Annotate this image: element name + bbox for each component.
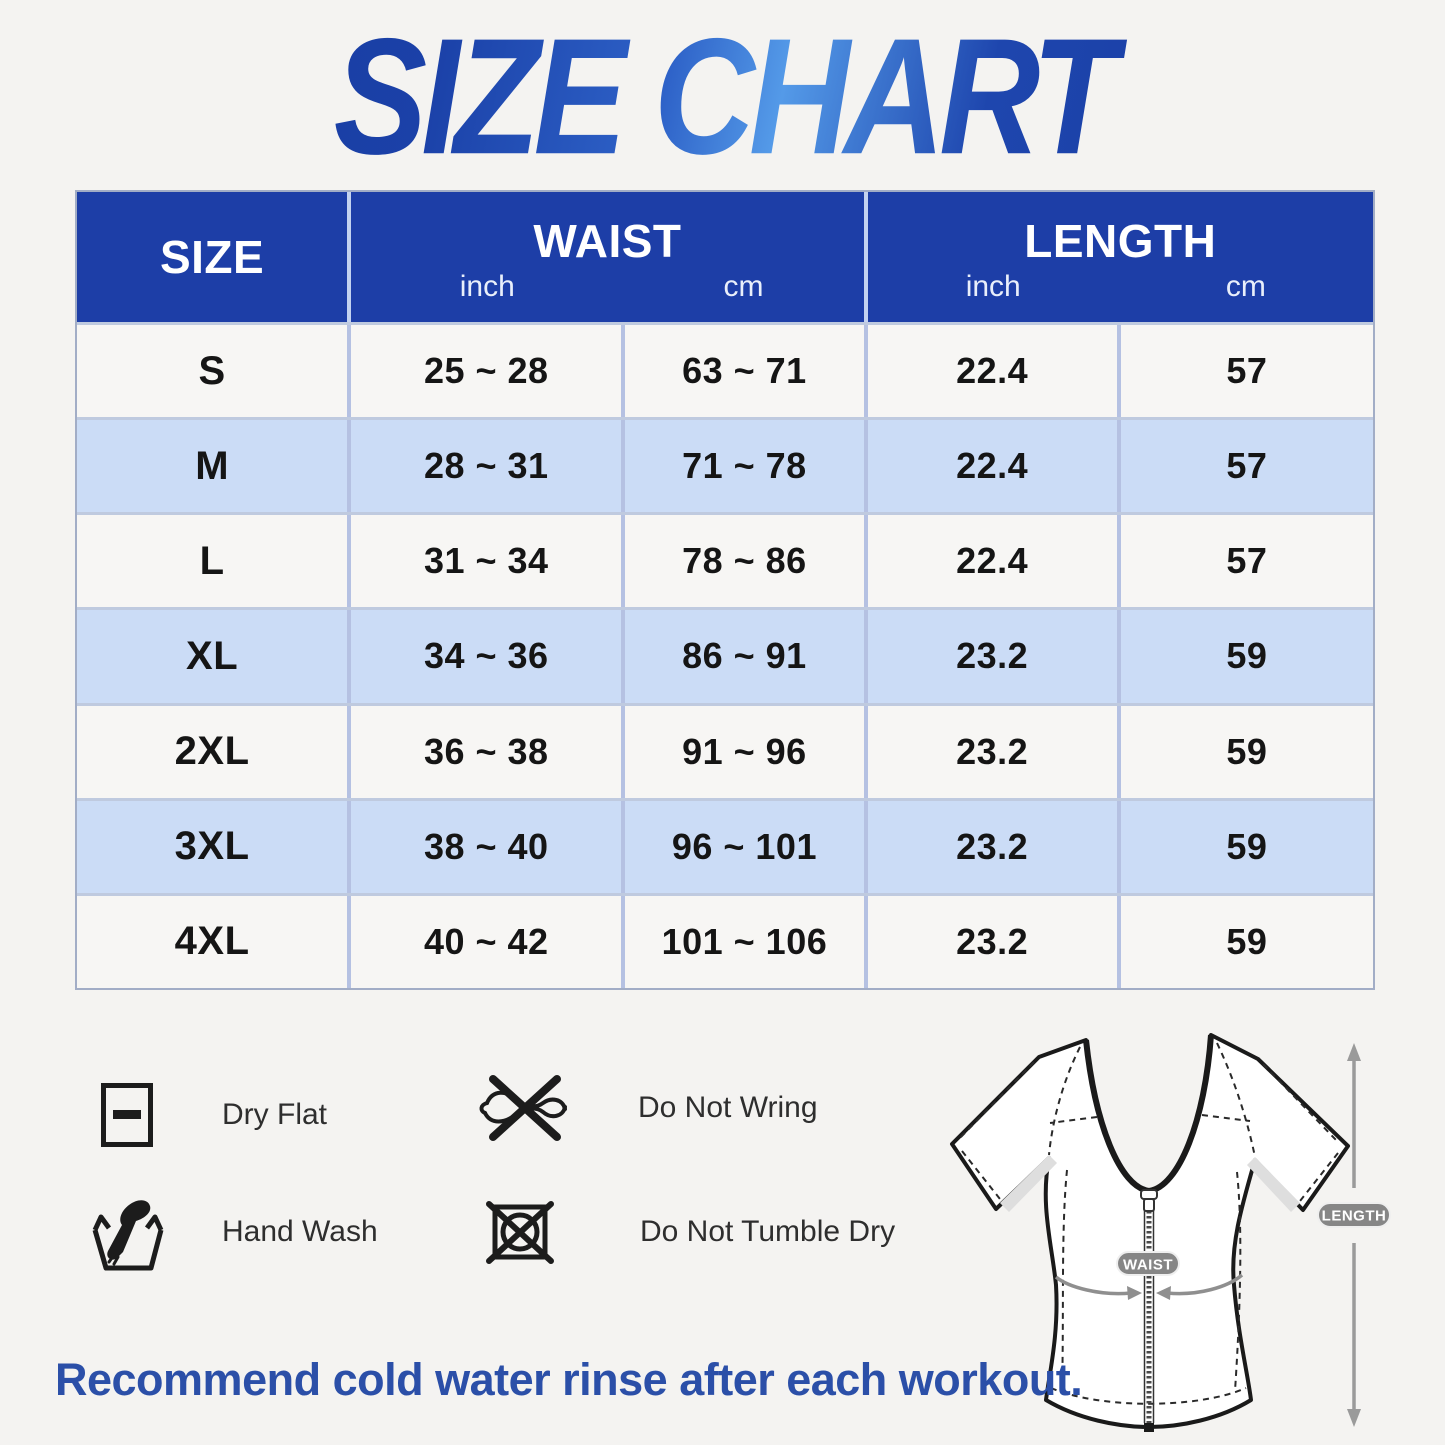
svg-text:WAIST: WAIST: [1123, 1256, 1173, 1274]
page-title: SIZE CHART: [0, 14, 1445, 179]
header-size: [77, 192, 347, 322]
table-cell-waist-inch: 28 ~ 31: [347, 420, 621, 512]
waist-pill: [1117, 1252, 1179, 1275]
table-cell-waist-cm: 101 ~ 106: [621, 896, 863, 988]
care-item-dry-flat: [100, 1082, 327, 1148]
header-waist: [347, 192, 863, 322]
table-cell-waist-cm: 78 ~ 86: [621, 515, 863, 607]
table-cell-length-inch: 23.2: [864, 706, 1117, 798]
table-row: [77, 893, 1373, 988]
hand-wash-icon: [90, 1192, 166, 1272]
header-length: [864, 192, 1373, 322]
header-waist-label: WAIST: [533, 215, 682, 267]
care-label: Do Not Tumble Dry: [640, 1215, 896, 1248]
do-not-wring-icon: [476, 1072, 572, 1144]
size-table-body: [77, 322, 1373, 988]
table-cell-waist-inch: 25 ~ 28: [347, 325, 621, 417]
table-cell-length-cm: 57: [1117, 420, 1373, 512]
table-cell-length-cm: 59: [1117, 706, 1373, 798]
care-label: Do Not Wring: [638, 1091, 818, 1124]
care-label: Dry Flat: [222, 1098, 327, 1131]
table-cell-waist-inch: 38 ~ 40: [347, 801, 621, 893]
table-cell-size: L: [199, 538, 225, 583]
size-table: [75, 190, 1375, 990]
table-cell-size: 3XL: [174, 824, 250, 869]
table-cell-length-cm: 57: [1117, 325, 1373, 417]
table-cell-waist-inch: 34 ~ 36: [347, 610, 621, 702]
table-cell-size: XL: [186, 633, 239, 678]
table-cell-size: M: [195, 443, 230, 488]
table-cell-waist-cm: 91 ~ 96: [621, 706, 863, 798]
table-cell-waist-inch: 40 ~ 42: [347, 896, 621, 988]
header-length-inch: inch: [965, 270, 1021, 303]
care-item-do-not-tumble-dry: [484, 1196, 895, 1268]
table-cell-length-cm: 59: [1117, 610, 1373, 702]
table-cell-waist-inch: 36 ~ 38: [347, 706, 621, 798]
do-not-tumble-dry-icon: [484, 1196, 556, 1268]
table-cell-length-inch: 22.4: [864, 325, 1117, 417]
header-size-label: SIZE: [159, 231, 265, 283]
table-cell-length-inch: 22.4: [864, 420, 1117, 512]
table-cell-length-inch: 23.2: [864, 610, 1117, 702]
table-cell-length-cm: 57: [1117, 515, 1373, 607]
table-cell-waist-inch: 31 ~ 34: [347, 515, 621, 607]
care-item-do-not-wring: [476, 1072, 818, 1144]
table-cell-length-cm: 59: [1117, 896, 1373, 988]
header-waist-cm: cm: [723, 270, 764, 303]
table-cell-waist-cm: 63 ~ 71: [621, 325, 863, 417]
table-row: [77, 322, 1373, 417]
table-cell-size: 2XL: [174, 729, 250, 774]
table-row: [77, 703, 1373, 798]
table-row: [77, 607, 1373, 702]
size-table-header: [77, 192, 1373, 322]
care-label: Hand Wash: [222, 1215, 378, 1248]
dry-flat-icon: [100, 1082, 154, 1148]
table-cell-size: 4XL: [174, 919, 250, 964]
footer-note: Recommend cold water rinse after each workout.: [55, 1354, 1083, 1405]
header-waist-inch: inch: [459, 270, 515, 303]
table-cell-length-inch: 22.4: [864, 515, 1117, 607]
svg-text:LENGTH: LENGTH: [1321, 1207, 1387, 1225]
table-cell-length-cm: 59: [1117, 801, 1373, 893]
table-cell-waist-cm: 96 ~ 101: [621, 801, 863, 893]
table-cell-size: S: [198, 348, 226, 393]
header-length-label: LENGTH: [1024, 215, 1217, 267]
table-row: [77, 417, 1373, 512]
table-row: [77, 798, 1373, 893]
header-length-cm: cm: [1225, 270, 1266, 303]
table-cell-waist-cm: 86 ~ 91: [621, 610, 863, 702]
care-item-hand-wash: [90, 1192, 378, 1272]
length-pill: [1318, 1203, 1390, 1227]
table-row: [77, 512, 1373, 607]
table-cell-length-inch: 23.2: [864, 801, 1117, 893]
table-cell-waist-cm: 71 ~ 78: [621, 420, 863, 512]
table-cell-length-inch: 23.2: [864, 896, 1117, 988]
